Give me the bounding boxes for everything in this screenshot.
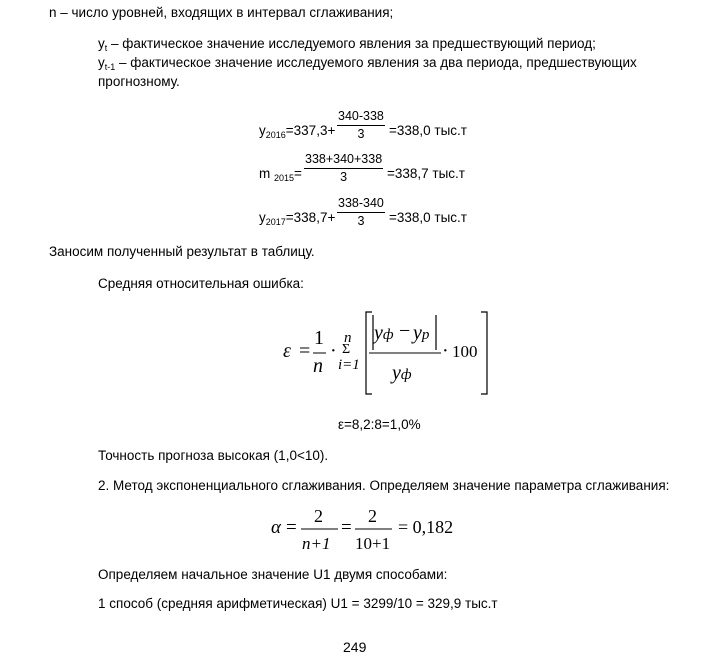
- paragraph-method-2: 2. Метод экспоненциального сглаживания. Определяем значение параметра сглаживания:: [98, 478, 670, 493]
- eps-result: ε=8,2:8=1,0%: [338, 417, 421, 432]
- definition-yt1: $y_{t-1}$ – фактическое значение исследуемого явления за два периода, предшествующих: [98, 55, 637, 72]
- page-number: 249: [343, 639, 367, 655]
- fraction: 338-340 3: [338, 196, 384, 228]
- definition-yt: $y_t$ – фактическое значение исследуемого явления за предшествующий период;: [98, 36, 596, 53]
- fraction: 340-338 3: [338, 109, 384, 141]
- paragraph-table: Заносим полученный результат в таблицу.: [49, 244, 315, 259]
- paragraph-error: Средняя относительная ошибка:: [98, 276, 304, 291]
- definition-n: n – число уровней, входящих в интервал сглаживания;: [49, 5, 394, 20]
- fraction: 338+340+338 3: [305, 152, 383, 184]
- paragraph-way-1: 1 способ (средняя арифметическая) U1 = 3299/10 = 329,9 тыс.т: [98, 596, 498, 611]
- paragraph-initial-value: Определяем начальное значение U1 двумя способами:: [98, 567, 448, 582]
- formula-brackets: [0, 302, 702, 402]
- definition-yt1-continued: прогнозному.: [98, 74, 180, 89]
- paragraph-accuracy: Точность прогноза высокая (1,0<10).: [98, 448, 329, 463]
